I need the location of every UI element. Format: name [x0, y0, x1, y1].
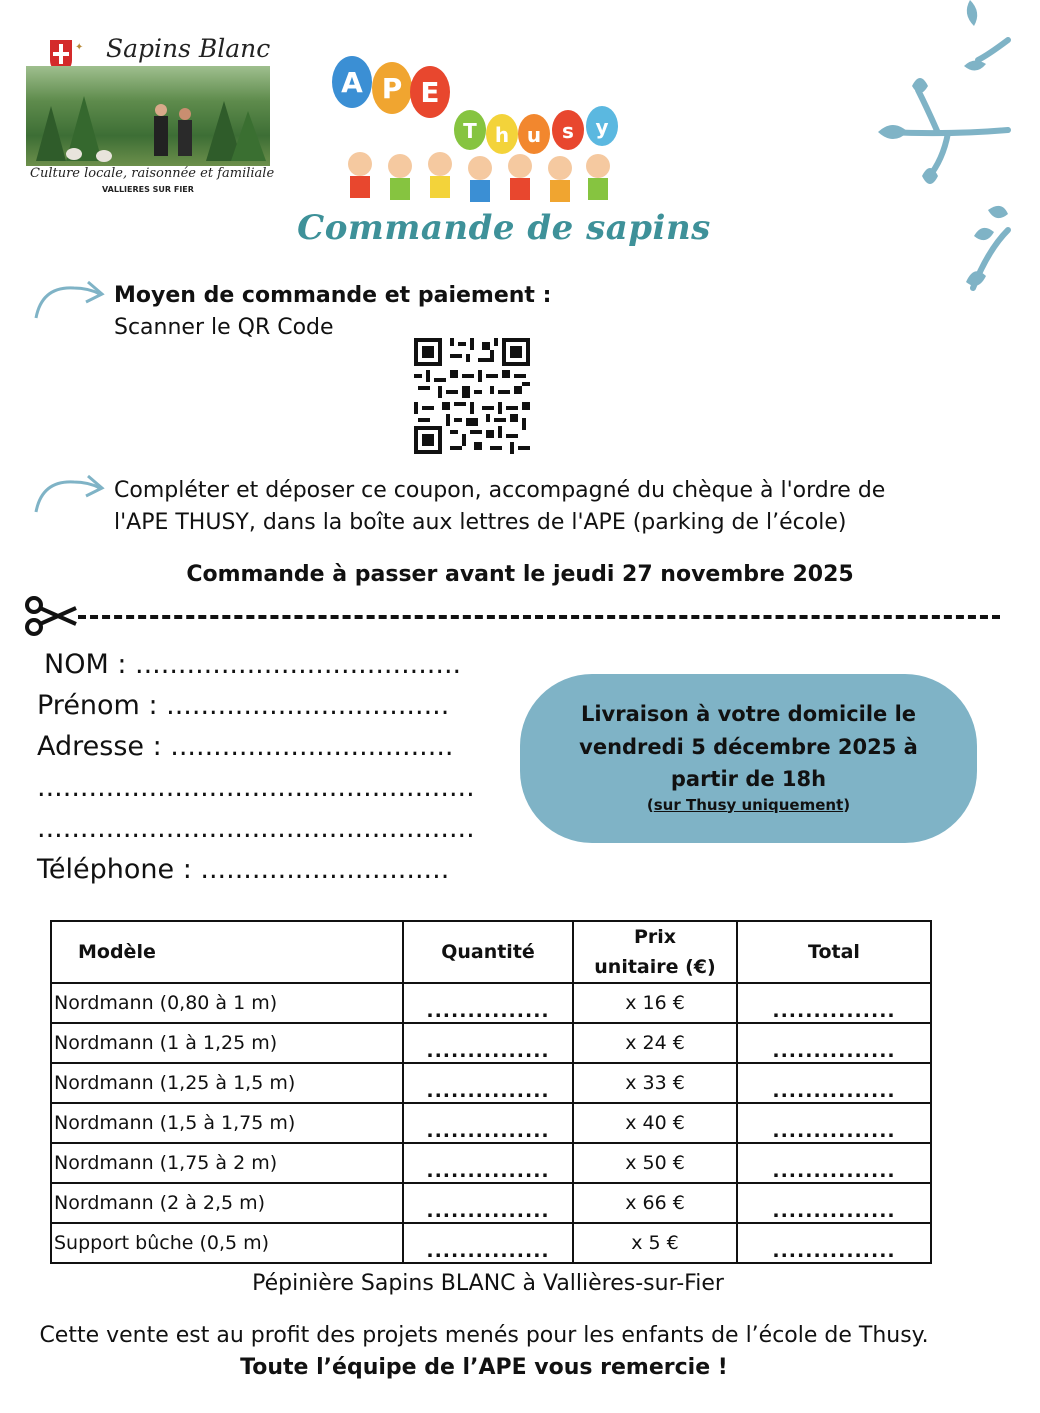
- svg-text:✦: ✦: [75, 42, 84, 53]
- brand-tagline: Culture locale, raisonnée et familiale: [30, 166, 275, 181]
- model-cell: Nordmann (0,80 à 1 m): [51, 983, 403, 1023]
- table-header-row: [51, 921, 931, 983]
- model-cell: Nordmann (1,75 à 2 m): [51, 1143, 403, 1183]
- curved-arrow-icon: [30, 276, 104, 320]
- quantity-input[interactable]: ...............: [403, 1183, 573, 1223]
- header-total: Total: [737, 921, 931, 983]
- table-row: [51, 1023, 931, 1063]
- delivery-line1: Livraison à votre domicile le: [580, 702, 917, 726]
- sapins-blanc-logo: [26, 34, 275, 198]
- name-field[interactable]: NOM : ......................................: [44, 649, 462, 680]
- order-method-heading: Moyen de commande et paiement :: [114, 283, 552, 308]
- svg-text:T: T: [463, 119, 477, 143]
- delivery-info-box: [520, 674, 977, 843]
- page-title: Commande de sapins: [297, 208, 711, 248]
- order-deadline: Commande à passer avant le jeudi 27 novembre 2025: [186, 562, 854, 587]
- model-cell: Nordmann (1,5 à 1,75 m): [51, 1103, 403, 1143]
- brand-name: Sapins Blanc: [106, 34, 271, 63]
- unit-price-cell: x 24 €: [573, 1023, 737, 1063]
- model-cell: Nordmann (1,25 à 1,5 m): [51, 1063, 403, 1103]
- total-input[interactable]: ...............: [737, 1183, 931, 1223]
- scan-qr-text: Scanner le QR Code: [114, 315, 334, 340]
- scissors-icon: [24, 596, 78, 636]
- delivery-line2: vendredi 5 décembre 2025 à: [579, 734, 918, 759]
- unit-price-cell: x 16 €: [573, 983, 737, 1023]
- svg-text:h: h: [494, 123, 510, 147]
- quantity-input[interactable]: ...............: [403, 1223, 573, 1263]
- coupon-instructions-line2: l'APE THUSY, dans la boîte aux lettres de l'APE (parking de l’école): [114, 510, 847, 535]
- quantity-input[interactable]: ...............: [403, 1063, 573, 1103]
- unit-price-cell: x 33 €: [573, 1063, 737, 1103]
- thanks-note: Toute l’équipe de l’APE vous remercie !: [240, 1355, 728, 1380]
- table-row: [51, 1143, 931, 1183]
- quantity-input[interactable]: ...............: [403, 1143, 573, 1183]
- table-row: [51, 1063, 931, 1103]
- header-quantity: Quantité: [403, 921, 573, 983]
- branch-decoration-icon: [878, 0, 1008, 292]
- quantity-input[interactable]: ...............: [403, 983, 573, 1023]
- model-cell: Support bûche (0,5 m): [51, 1223, 403, 1263]
- qr-code-icon[interactable]: [414, 338, 530, 454]
- svg-text:P: P: [381, 72, 403, 105]
- table-row: [51, 983, 931, 1023]
- model-cell: Nordmann (2 à 2,5 m): [51, 1183, 403, 1223]
- curved-arrow-icon: [30, 470, 104, 514]
- table-row: [51, 1183, 931, 1223]
- cut-line: [78, 615, 1000, 619]
- address-field[interactable]: Adresse : .................................: [37, 731, 454, 762]
- delivery-line3: partir de 18h: [670, 767, 827, 791]
- brand-place: VALLIERES SUR FIER: [102, 185, 194, 194]
- total-input[interactable]: ...............: [737, 1223, 931, 1263]
- unit-price-cell: x 5 €: [573, 1223, 737, 1263]
- quantity-input[interactable]: ...............: [403, 1103, 573, 1143]
- nursery-photo: [26, 66, 270, 166]
- svg-text:E: E: [420, 76, 440, 109]
- svg-text:s: s: [562, 119, 574, 143]
- address-line3-field[interactable]: ...................................................: [37, 813, 475, 844]
- table-row: [51, 1103, 931, 1143]
- phone-field[interactable]: Téléphone : .............................: [37, 854, 450, 885]
- unit-price-cell: x 40 €: [573, 1103, 737, 1143]
- nursery-credit: Pépinière Sapins BLANC à Vallières-sur-Fier: [252, 1271, 724, 1296]
- svg-text:A: A: [341, 66, 363, 99]
- svg-text:u: u: [526, 123, 542, 147]
- first-name-field[interactable]: Prénom : .................................: [37, 690, 450, 721]
- header-unit-price: Prix unitaire (€): [573, 921, 737, 983]
- svg-text:y: y: [595, 115, 609, 139]
- total-input[interactable]: ...............: [737, 1103, 931, 1143]
- unit-price-cell: x 50 €: [573, 1143, 737, 1183]
- ape-thusy-logo: [330, 48, 630, 206]
- delivery-note: (sur Thusy uniquement): [646, 795, 851, 814]
- total-input[interactable]: ...............: [737, 1063, 931, 1103]
- order-table: [50, 920, 932, 1264]
- total-input[interactable]: ...............: [737, 1023, 931, 1063]
- coupon-instructions-line1: Compléter et déposer ce coupon, accompagné du chèque à l'ordre de: [114, 478, 886, 503]
- total-input[interactable]: ...............: [737, 983, 931, 1023]
- unit-price-cell: x 66 €: [573, 1183, 737, 1223]
- quantity-input[interactable]: ...............: [403, 1023, 573, 1063]
- profit-note: Cette vente est au profit des projets menés pour les enfants de l’école de Thusy.: [39, 1323, 929, 1348]
- model-cell: Nordmann (1 à 1,25 m): [51, 1023, 403, 1063]
- table-row: [51, 1223, 931, 1263]
- total-input[interactable]: ...............: [737, 1143, 931, 1183]
- address-line2-field[interactable]: ...................................................: [37, 772, 475, 803]
- header-model: Modèle: [51, 921, 403, 983]
- children-illustration: [348, 152, 610, 202]
